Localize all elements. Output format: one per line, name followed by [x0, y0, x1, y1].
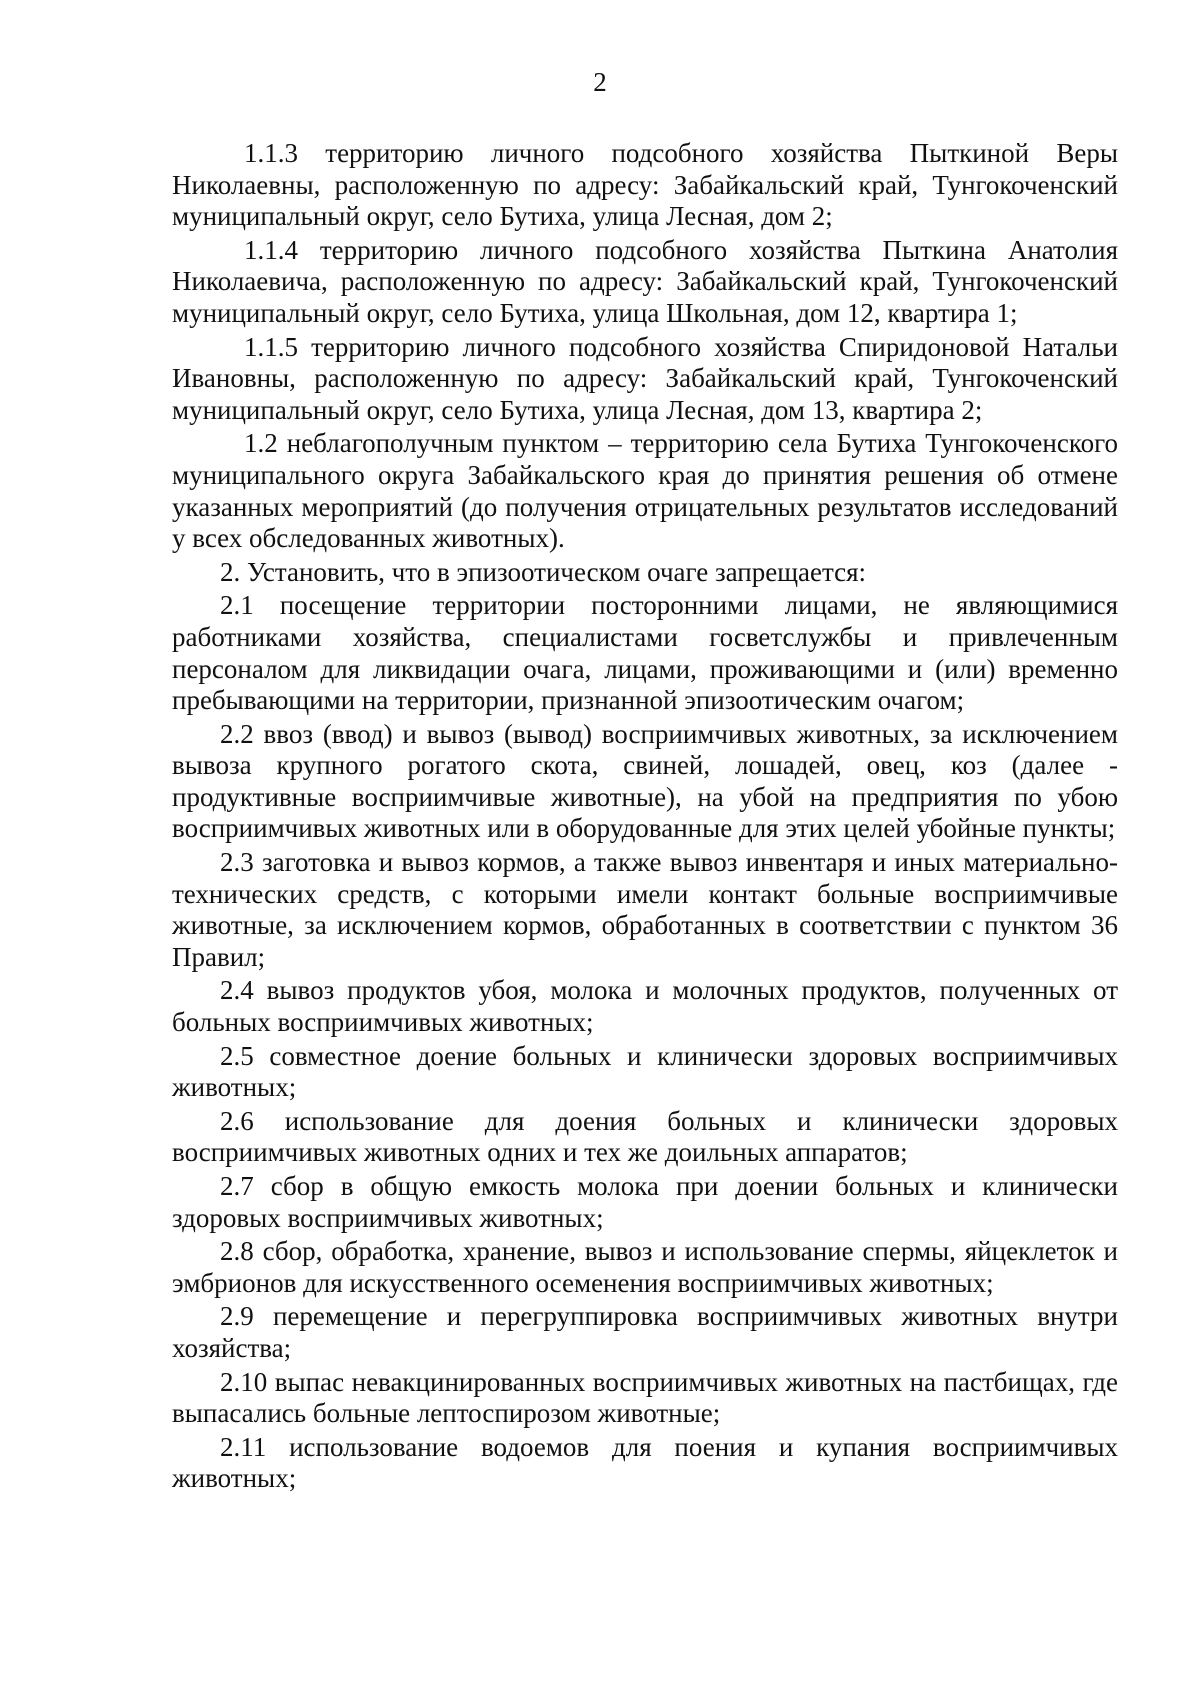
- page-number: 2: [593, 67, 607, 97]
- paragraph: 2.9 перемещение и перегруппировка восприимчивых животных внутри хозяйства;: [172, 1301, 1118, 1363]
- paragraph: 2.3 заготовка и вывоз кормов, а также вывоз инвентаря и иных материально-технических средств, с которыми имели контакт больные восприимчивые животные, за исключением кормов, обработанных в соответствии с пунктом 36 Правил;: [172, 847, 1118, 972]
- paragraph: 1.1.3 территорию личного подсобного хозяйства Пыткиной Веры Николаевны, расположенную по адресу: Забайкальский край, Тунгокоченский муниципальный округ, село Бутиха, улица Лесная, дом 2;: [172, 138, 1118, 232]
- paragraph: 1.1.5 территорию личного подсобного хозяйства Спиридоновой Натальи Ивановны, расположенную по адресу: Забайкальский край, Тунгокоченский муниципальный округ, село Бутиха, улица Лесная, дом 13, квартира 2;: [172, 331, 1118, 425]
- paragraph: 2.4 вывоз продуктов убоя, молока и молочных продуктов, полученных от больных восприимчивых животных;: [172, 975, 1118, 1038]
- paragraph: 2.5 совместное доение больных и клинически здоровых восприимчивых животных;: [172, 1040, 1118, 1103]
- paragraph: 1.1.4 территорию личного подсобного хозяйства Пыткина Анатолия Николаевича, расположенную по адресу: Забайкальский край, Тунгокоченский муниципальный округ, село Бутиха, улица Школьная, дом 12, квартира 1;: [172, 234, 1118, 328]
- paragraph: 2.1 посещение территории посторонними лицами, не являющимися работниками хозяйства, специалистами госветслужбы и привлеченным персоналом для ликвидации очага, лицами, проживающими и (или) временно пребывающими на территории, признанной эпизоотическим очагом;: [172, 590, 1118, 716]
- paragraph: 2.8 сбор, обработка, хранение, вывоз и использование спермы, яйцеклеток и эмбрионов для искусственного осеменения восприимчивых животных;: [172, 1236, 1118, 1298]
- paragraph: 2.11 использование водоемов для поения и купания восприимчивых животных;: [172, 1431, 1118, 1494]
- paragraph: 2.7 сбор в общую емкость молока при доении больных и клинически здоровых восприимчивых животных;: [172, 1171, 1118, 1233]
- paragraph: 1.2 неблагополучным пунктом – территорию села Бутиха Тунгокоченского муниципального округа Забайкальского края до принятия решения об отмене указанных мероприятий (до получения отрицательных результатов исследований у всех обследованных животных).: [172, 428, 1118, 554]
- paragraph: 2. Установить, что в эпизоотическом очаге запрещается:: [220, 556, 867, 587]
- paragraph: 2.10 выпас невакцинированных восприимчивых животных на пастбищах, где выпасались больные лептоспирозом животные;: [172, 1366, 1118, 1429]
- paragraph: 2.2 ввоз (ввод) и вывоз (вывод) восприимчивых животных, за исключением вывоза крупного рогатого скота, свиней, лошадей, овец, коз (далее - продуктивные восприимчивые животные), на убой на предприятия по убою восприимчивых животных или в оборудованные для этих целей убойные пункты;: [172, 718, 1118, 844]
- document-body: [172, 138, 1118, 1497]
- paragraph: 2.6 использование для доения больных и клинически здоровых восприимчивых животных одних и тех же доильных аппаратов;: [172, 1105, 1118, 1168]
